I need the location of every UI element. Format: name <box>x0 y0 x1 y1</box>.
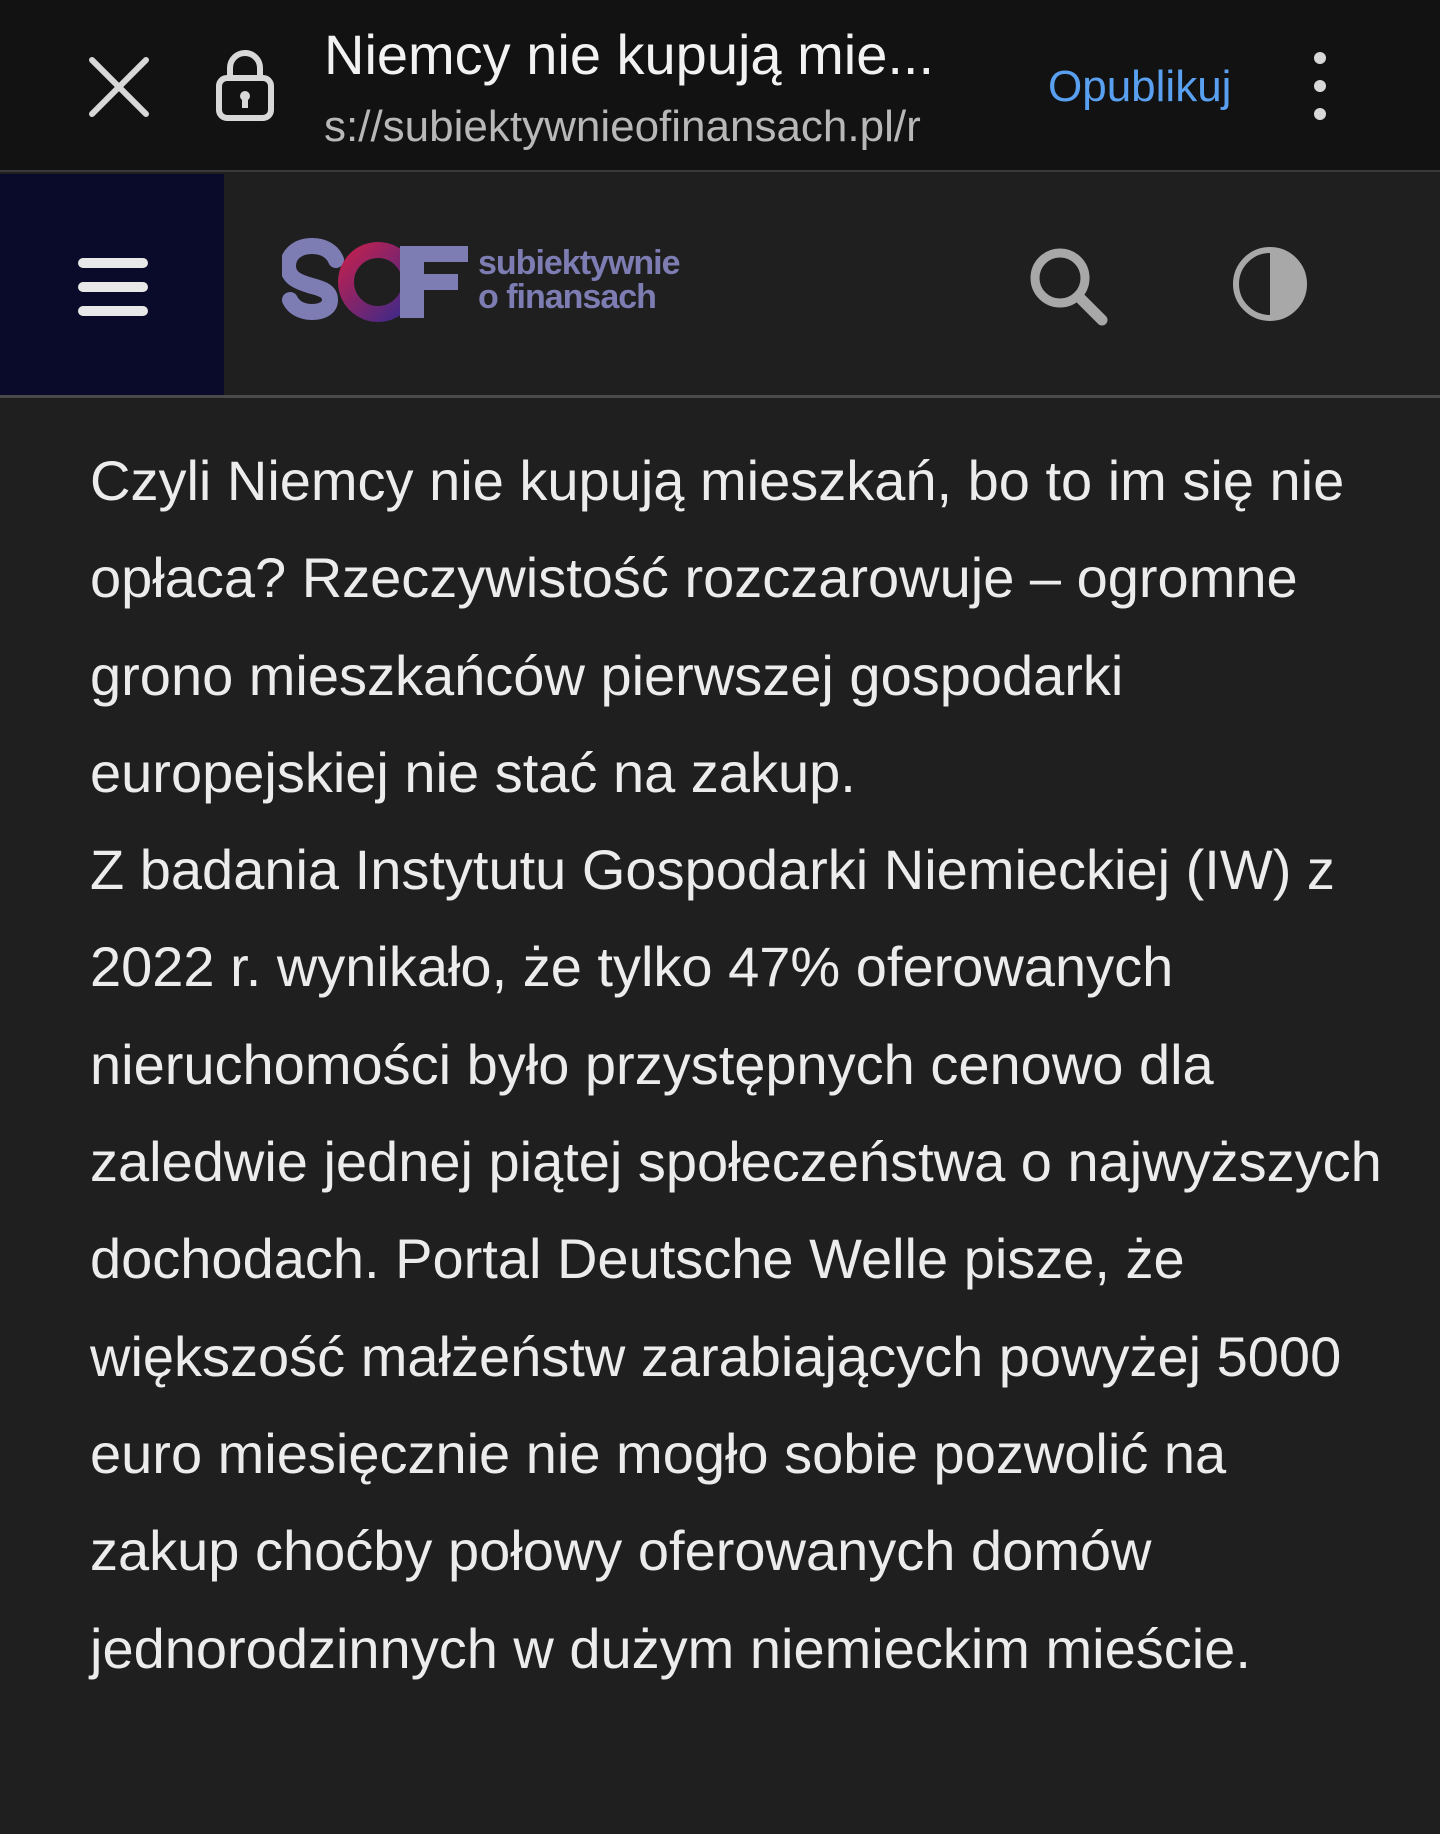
site-logo[interactable] <box>282 232 722 332</box>
search-button[interactable] <box>1026 244 1110 328</box>
more-vertical-icon <box>1300 48 1340 124</box>
more-options-button[interactable] <box>1300 48 1340 124</box>
publish-button[interactable]: Opublikuj <box>1048 62 1232 111</box>
contrast-icon <box>1230 244 1310 324</box>
close-icon <box>84 46 156 126</box>
sof-logo-mark <box>282 232 472 332</box>
article-paragraph: Czyli Niemcy nie kupują mieszkań, bo to im się nie opłaca? Rzeczywistość rozczarowuje – ogromne grono mieszkańców pierwszej gospodarki europejskiej nie stać na zakup. <box>90 449 1345 804</box>
search-icon <box>1026 244 1110 328</box>
hamburger-menu-icon <box>78 256 148 318</box>
lock-icon[interactable] <box>214 46 276 122</box>
close-button[interactable] <box>84 46 156 126</box>
article-paragraph: Z badania Instytutu Gospodarki Niemieckiej (IW) z 2022 r. wynikało, że tylko 47% oferowanych nieruchomości było przystępnych cenowo dla zaledwie jednej piątej społeczeństwa o najwyższych dochodach. Portal Deutsche Welle pisze, że większość małżeństw zarabiających powyżej 5000 euro miesięcznie nie mogło sobie pozwolić na zakup choćby połowy oferowanych domów jednorodzinnych w dużym niemieckim mieście. <box>90 838 1382 1680</box>
browser-toolbar <box>0 0 1440 172</box>
page-title: Niemcy nie kupują mie... <box>324 23 935 86</box>
logo-text: subiektywnie o finansach <box>478 244 680 316</box>
site-header <box>0 174 1440 398</box>
menu-button[interactable] <box>0 174 224 395</box>
url-text[interactable]: s://subiektywnieofinansach.pl/r <box>324 102 921 151</box>
contrast-toggle-button[interactable] <box>1230 244 1310 324</box>
article-body <box>90 432 1390 1697</box>
